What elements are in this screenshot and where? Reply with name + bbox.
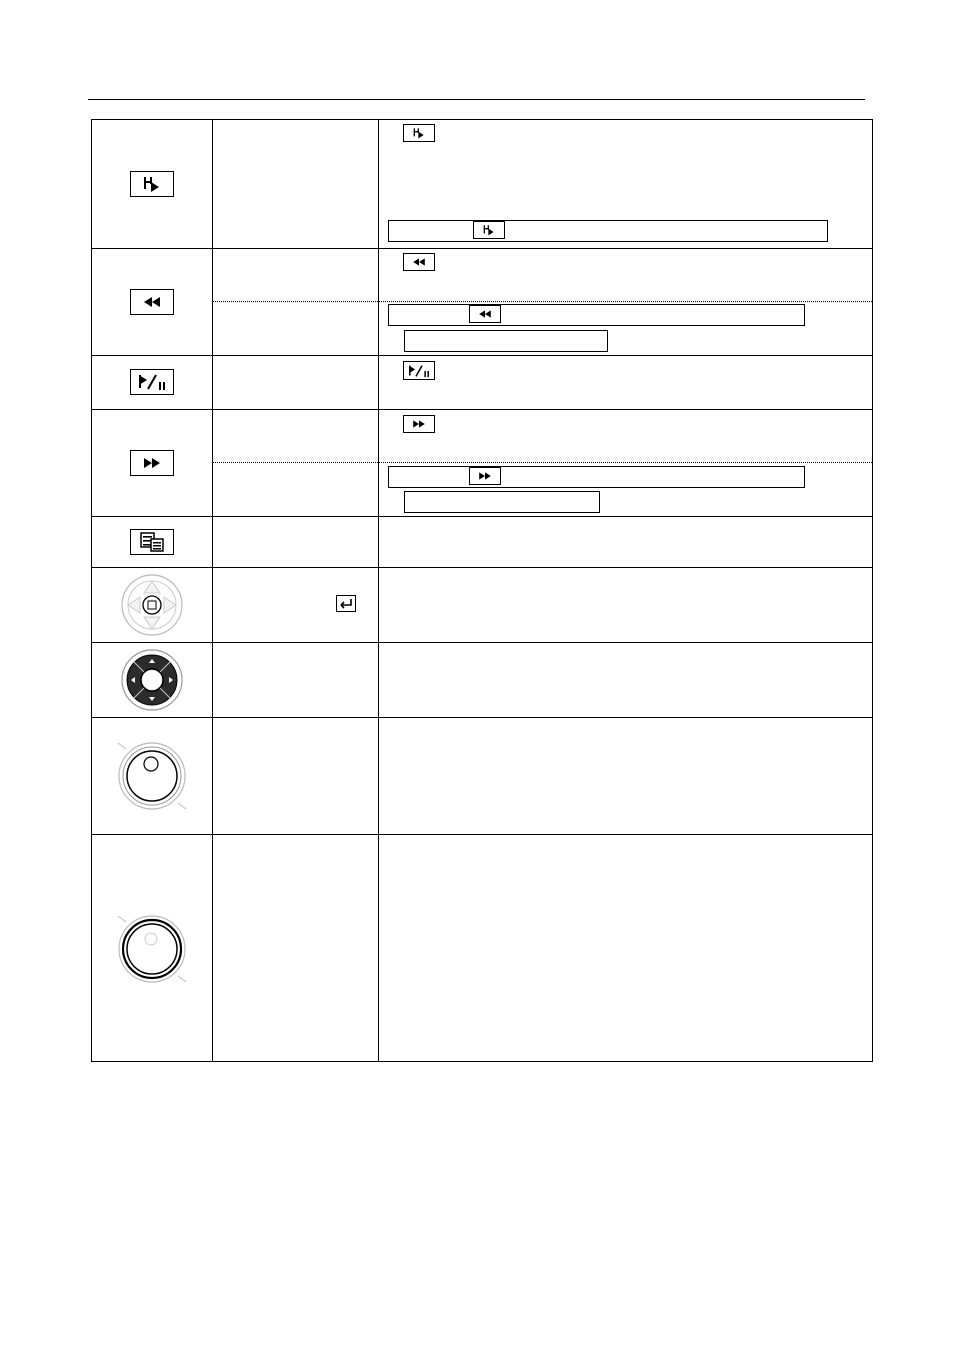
row-enter-icon-cell — [92, 567, 212, 642]
frame-advance-inline-key-icon — [403, 124, 435, 142]
fast-forward-note-key-icon — [469, 467, 501, 485]
frame-advance-note-key-icon — [473, 221, 505, 239]
subrow-divider — [213, 301, 872, 302]
play-pause-icon[interactable] — [130, 369, 174, 395]
menu-icon[interactable] — [130, 529, 174, 555]
jog-dial-icon[interactable] — [112, 731, 192, 821]
fast-forward-inline-key-icon — [403, 415, 435, 433]
direction-pad-icon[interactable] — [120, 648, 184, 712]
column-divider — [212, 120, 213, 1061]
play-pause-inline-key-icon — [403, 361, 435, 380]
fast-forward-icon[interactable] — [130, 450, 174, 476]
note-box — [404, 491, 600, 513]
subrow-divider — [213, 462, 872, 463]
row-play-pause-icon-cell — [92, 355, 212, 409]
row-jog-icon-cell — [92, 717, 212, 834]
note-box — [388, 304, 805, 326]
enter-key-icon — [336, 595, 356, 612]
row-record-playback-icon-cell — [92, 120, 212, 248]
note-box — [404, 330, 608, 352]
frame-advance-icon[interactable] — [130, 171, 174, 197]
enter-dial-icon[interactable] — [120, 573, 184, 637]
column-divider — [378, 120, 379, 1061]
row-fast-forward-icon-cell — [92, 409, 212, 516]
header-rule — [88, 99, 865, 100]
row-direction-icon-cell — [92, 642, 212, 717]
note-box — [388, 466, 805, 488]
rewind-icon[interactable] — [130, 289, 174, 315]
key-function-table — [91, 119, 873, 1062]
shuttle-dial-icon[interactable] — [112, 904, 192, 994]
note-box — [388, 220, 828, 242]
row-menu-icon-cell — [92, 516, 212, 567]
rewind-inline-key-icon — [403, 253, 435, 271]
rewind-note-key-icon — [469, 305, 501, 323]
row-rewind-icon-cell — [92, 248, 212, 355]
row-shuttle-icon-cell — [92, 834, 212, 1063]
